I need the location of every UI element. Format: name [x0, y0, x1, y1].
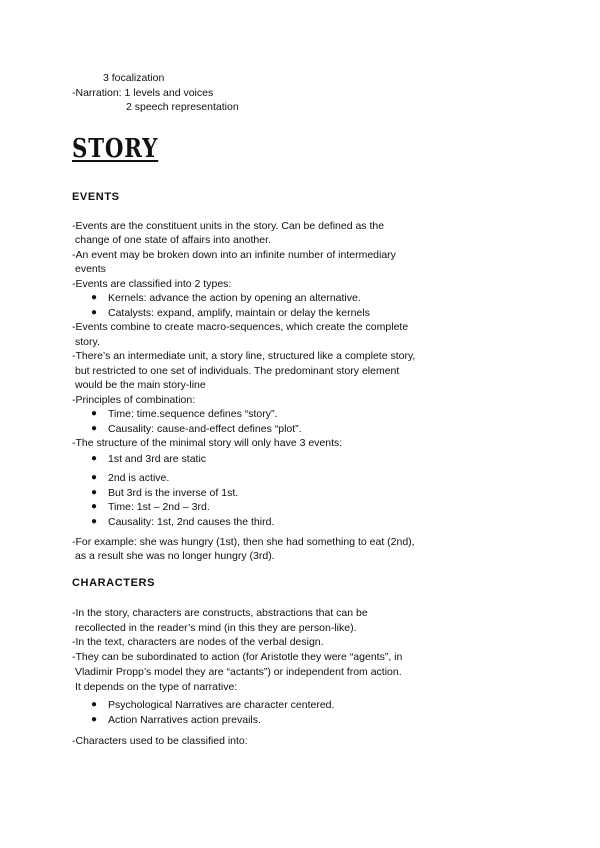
- story-title: STORY: [72, 134, 159, 164]
- characters-line: recollected in the reader’s mind (in this they are person-like).: [75, 622, 357, 634]
- events-line: change of one state of affairs into another.: [75, 234, 271, 246]
- character-type-item: Action Narratives action prevails.: [108, 714, 261, 726]
- characters-line: -Characters used to be classified into:: [72, 735, 248, 747]
- event-type-item: Kernels: advance the action by opening an alternative.: [108, 292, 361, 304]
- event-type-item: Catalysts: expand, amplify, maintain or delay the kernels: [108, 307, 370, 319]
- characters-line: -In the story, characters are constructs, abstractions that can be: [72, 607, 368, 619]
- minimal-story-item: Causality: 1st, 2nd causes the third.: [108, 516, 275, 528]
- events-line: -Events are the constituent units in the story. Can be defined as the: [72, 220, 385, 232]
- characters-line: -In the text, characters are nodes of the verbal design.: [72, 636, 324, 648]
- minimal-story-item: But 3rd is the inverse of 1st.: [108, 487, 239, 499]
- characters-heading: CHARACTERS: [72, 577, 155, 589]
- events-line: -Events are classified into 2 types:: [72, 278, 232, 290]
- example-line: -For example: she was hungry (1st), then she had something to eat (2nd),: [72, 536, 415, 548]
- events-heading: EVENTS: [72, 191, 120, 203]
- bullet-icon: ●: [91, 516, 98, 527]
- minimal-story-item: Time: 1st – 2nd – 3rd.: [108, 501, 210, 513]
- events-line: events: [75, 263, 106, 275]
- bullet-icon: ●: [91, 714, 98, 725]
- characters-line: It depends on the type of narrative:: [75, 681, 238, 693]
- events-line: story.: [75, 336, 100, 348]
- example-line: as a result she was no longer hungry (3rd).: [75, 550, 275, 562]
- minimal-story-intro: -The structure of the minimal story will only have 3 events:: [72, 437, 343, 449]
- bullet-icon: ●: [91, 472, 98, 483]
- bullet-icon: ●: [91, 307, 98, 318]
- note-narration: -Narration: 1 levels and voices: [72, 87, 214, 99]
- bullet-icon: ●: [91, 292, 98, 303]
- minimal-story-item: 2nd is active.: [108, 472, 170, 484]
- note-focalization: 3 focalization: [103, 72, 165, 84]
- character-type-item: Psychological Narratives are character centered.: [108, 699, 335, 711]
- minimal-story-item: 1st and 3rd are static: [108, 453, 207, 465]
- note-speech: 2 speech representation: [126, 101, 239, 113]
- bullet-icon: ●: [91, 423, 98, 434]
- bullet-icon: ●: [91, 408, 98, 419]
- events-line: but restricted to one set of individuals. The predominant story element: [75, 365, 400, 377]
- events-line: -Events combine to create macro-sequences, which create the complete: [72, 321, 409, 333]
- events-line: would be the main story-line: [75, 379, 206, 391]
- bullet-icon: ●: [91, 699, 98, 710]
- principle-item: Causality: cause-and-effect defines “plot”.: [108, 423, 302, 435]
- characters-line: Vladimir Propp’s model they are “actants”) or independent from action.: [75, 666, 402, 678]
- bullet-icon: ●: [91, 453, 98, 464]
- events-line: -An event may be broken down into an infinite number of intermediary: [72, 249, 396, 261]
- events-line: -Principles of combination:: [72, 394, 196, 406]
- bullet-icon: ●: [91, 487, 98, 498]
- bullet-icon: ●: [91, 501, 98, 512]
- principle-item: Time: time.sequence defines “story”.: [108, 408, 278, 420]
- events-line: -There’s an intermediate unit, a story line, structured like a complete story,: [72, 350, 416, 362]
- characters-line: -They can be subordinated to action (for Aristotle they were “agents”, in: [72, 651, 403, 663]
